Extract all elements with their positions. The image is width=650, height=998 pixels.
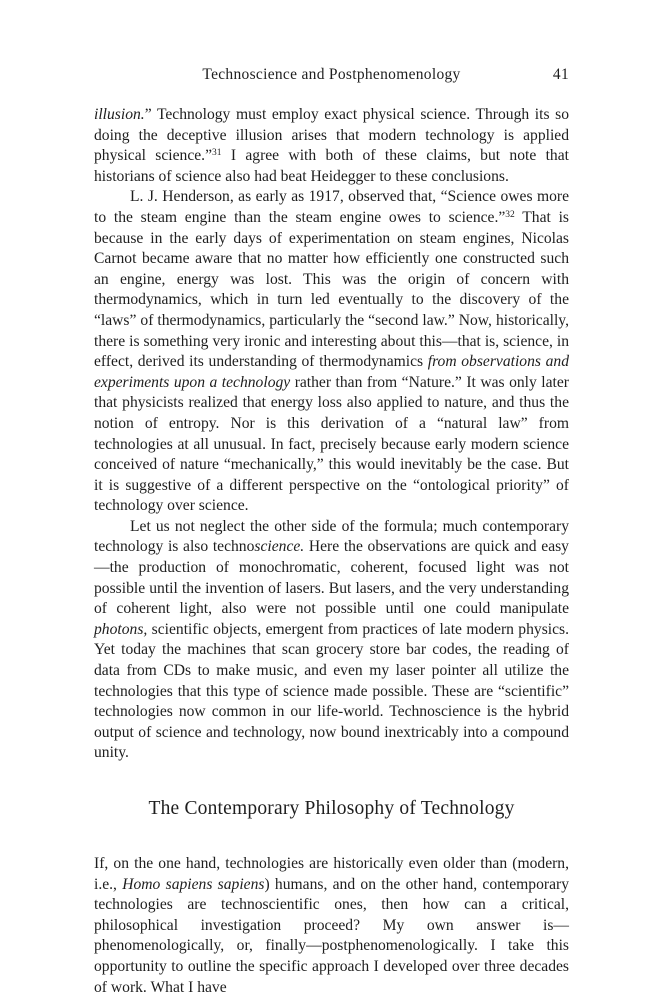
emphasis: science. bbox=[254, 538, 305, 556]
paragraph-3: Let us not neglect the other side of the formula; much contemporary technology is also technoscience. Here the observations are quick and easy—the production of monochromatic, coherent, focused light was not possible until the invention of lasers. But lasers, and the very understanding of coherent light, also were not possible until one could manipulate photons, scientific objects, emergent from practices of late modern physics. Yet today the machines that scan grocery store bar codes, the reading of data from CDs to make music, and even my laser pointer all utilize the technologies that this type of science made possible. These are “scientific” technologies now common in our life-world. Technoscience is the hybrid output of science and technology, now bound inextricably into a compound unity. bbox=[94, 517, 569, 762]
paragraph-2: L. J. Henderson, as early as 1917, observed that, “Science owes more to the steam engine than the steam engine owes to science.”$^{32}$ That is because in the early days of experimentation on steam engines, Nicolas Carnot became aware that no matter how efficiently one constructed such an engine, energy was lost. This was the origin of concern with thermodynamics, which in turn led eventually to the discovery of the “laws” of thermodynamics, particularly the “second law.” Now, historically, there is something very ironic and interesting about this—that is, science, in effect, derived its understanding of thermodynamics from observations and experiments upon a technology rather than from “Nature.” It was only later that physicists realized that energy loss also applied to nature, and thus the notion of entropy. Nor is this derivation of a “natural law” from technologies at all unusual. In fact, precisely because early modern science conceived of nature “mechanically,” this would inevitably be the case. But it is suggestive of a different perspective on the “ontological priority” of technology over science. bbox=[94, 188, 569, 515]
book-page bbox=[94, 66, 569, 998]
emphasis: Homo sapiens sapiens bbox=[122, 875, 265, 893]
page-number: 41 bbox=[552, 66, 569, 83]
section-heading: The Contemporary Philosophy of Technology bbox=[148, 798, 515, 819]
paragraph-4: If, on the one hand, technologies are historically even older than (modern, i.e., Homo sapiens sapiens) humans, and on the other hand, contemporary technologies are technoscientific ones, then how can a critical, philosophical investigation proceed? My own answer is—phenomenologically, or, finally—postphenomenologically. I take this opportunity to outline the specific approach I developed over three decades of work. What I have bbox=[94, 855, 569, 996]
footnote-ref-32[interactable]: 32 bbox=[505, 209, 515, 220]
emphasis: illusion. bbox=[94, 106, 145, 123]
emphasis: photons, bbox=[94, 620, 148, 638]
paragraph-1: illusion.” Technology must employ exact physical science. Through its so doing the deceptive illusion arises that modern technology is applied physical science.”$^{31}$ I agree with both of these claims, but note that historians of science also had beat Heidegger to these conclusions. bbox=[94, 106, 569, 185]
footnote-ref-31[interactable]: 31 bbox=[212, 148, 222, 159]
emphasis: from observations and experiments upon a technology bbox=[94, 353, 569, 391]
body-text bbox=[94, 105, 569, 998]
running-head bbox=[94, 66, 569, 88]
running-head-title: Technoscience and Postphenomenology bbox=[202, 66, 461, 83]
